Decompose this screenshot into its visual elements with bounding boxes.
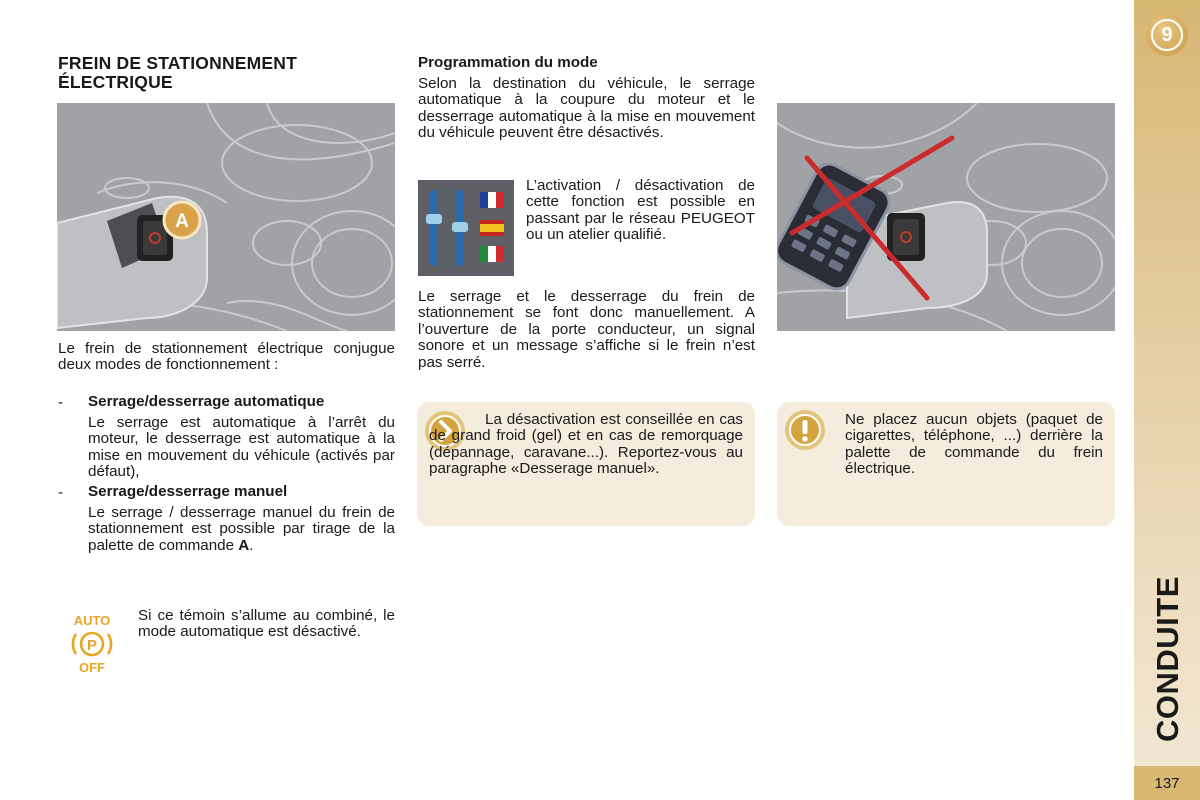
warning-icon-middle-label: P (86, 637, 98, 654)
callout-a-label: A (175, 211, 189, 232)
mode-manual-text-b: . (249, 536, 254, 554)
advice-note (417, 402, 755, 526)
exclamation-warning-icon (783, 408, 827, 452)
mode-auto-title (88, 394, 395, 410)
no-objects-illustration (777, 103, 1115, 331)
mode-manual-text (88, 505, 395, 554)
parking-brake-illustration (57, 103, 395, 331)
chapter-number: 9 (1151, 19, 1183, 51)
chapter-number-badge (1146, 14, 1188, 56)
title-line-2: ÉLECTRIQUE (58, 72, 173, 92)
page-number: 137 (1134, 766, 1200, 800)
settings-adjustment-image (418, 180, 514, 276)
warning-note (777, 402, 1115, 526)
list-dash-1: - (58, 394, 64, 411)
programming-heading: Programmation du mode (418, 54, 598, 71)
mode-manual-title-text: Serrage/desserrage manuel (88, 483, 288, 500)
auto-p-off-warning-icon (64, 612, 120, 676)
advice-note-text: La désactivation est conseillée en cas de grand froid (gel) et en cas de remorquage (dépannage, caravane...). Reportez-vous au paragraphe «Desserage manuel». (429, 411, 743, 478)
warning-note-text: Ne placez aucun objets (paquet de cigarettes, téléphone, ...) derrière la palette de commande du frein électrique. (845, 411, 1103, 478)
manual-operation-text: Le serrage et le desserrage du frein de stationnement se font donc manuellement. A l’ouverture de la porte conducteur, un signal sonore et un message s’affiche si le frein n’est pas serré. (418, 288, 755, 371)
title-line-1: FREIN DE STATIONNEMENT (58, 53, 298, 73)
warning-lamp-text: Si ce témoin s’allume au combiné, le mode automatique est désactivé. (138, 607, 395, 641)
activation-text: L’activation / désactivation de cette fonction est possible en passant par le réseau PEUGEOT ou un atelier qualifié. (526, 177, 755, 244)
intro-paragraph: Le frein de stationnement électrique conjugue deux modes de fonctionnement : (58, 340, 395, 374)
programming-text: Selon la destination du véhicule, le serrage automatique à la coupure du moteur et le desserrage automatique à la mise en mouvement du véhicule peuvent être désactivés. (418, 75, 755, 142)
mode-auto-text: Le serrage est automatique à l’arrêt du moteur, le desserrage est automatique à la mise en mouvement du véhicule (activés par défaut), (88, 414, 395, 481)
list-dash-2: - (58, 484, 64, 501)
mode-auto-title-text: Serrage/desserrage automatique (88, 393, 325, 410)
warning-icon-bottom-label: OFF (79, 660, 105, 675)
mode-manual-title (88, 484, 395, 500)
section-title: CONDUITE (1150, 576, 1185, 742)
mode-manual-text-bold: A (238, 536, 250, 554)
mode-manual-text-a: Le serrage / desserrage manuel du frein de stationnement est possible par tirage de la palette de commande (88, 504, 395, 554)
page-title (58, 54, 297, 92)
warning-icon-top-label: AUTO (73, 613, 111, 628)
